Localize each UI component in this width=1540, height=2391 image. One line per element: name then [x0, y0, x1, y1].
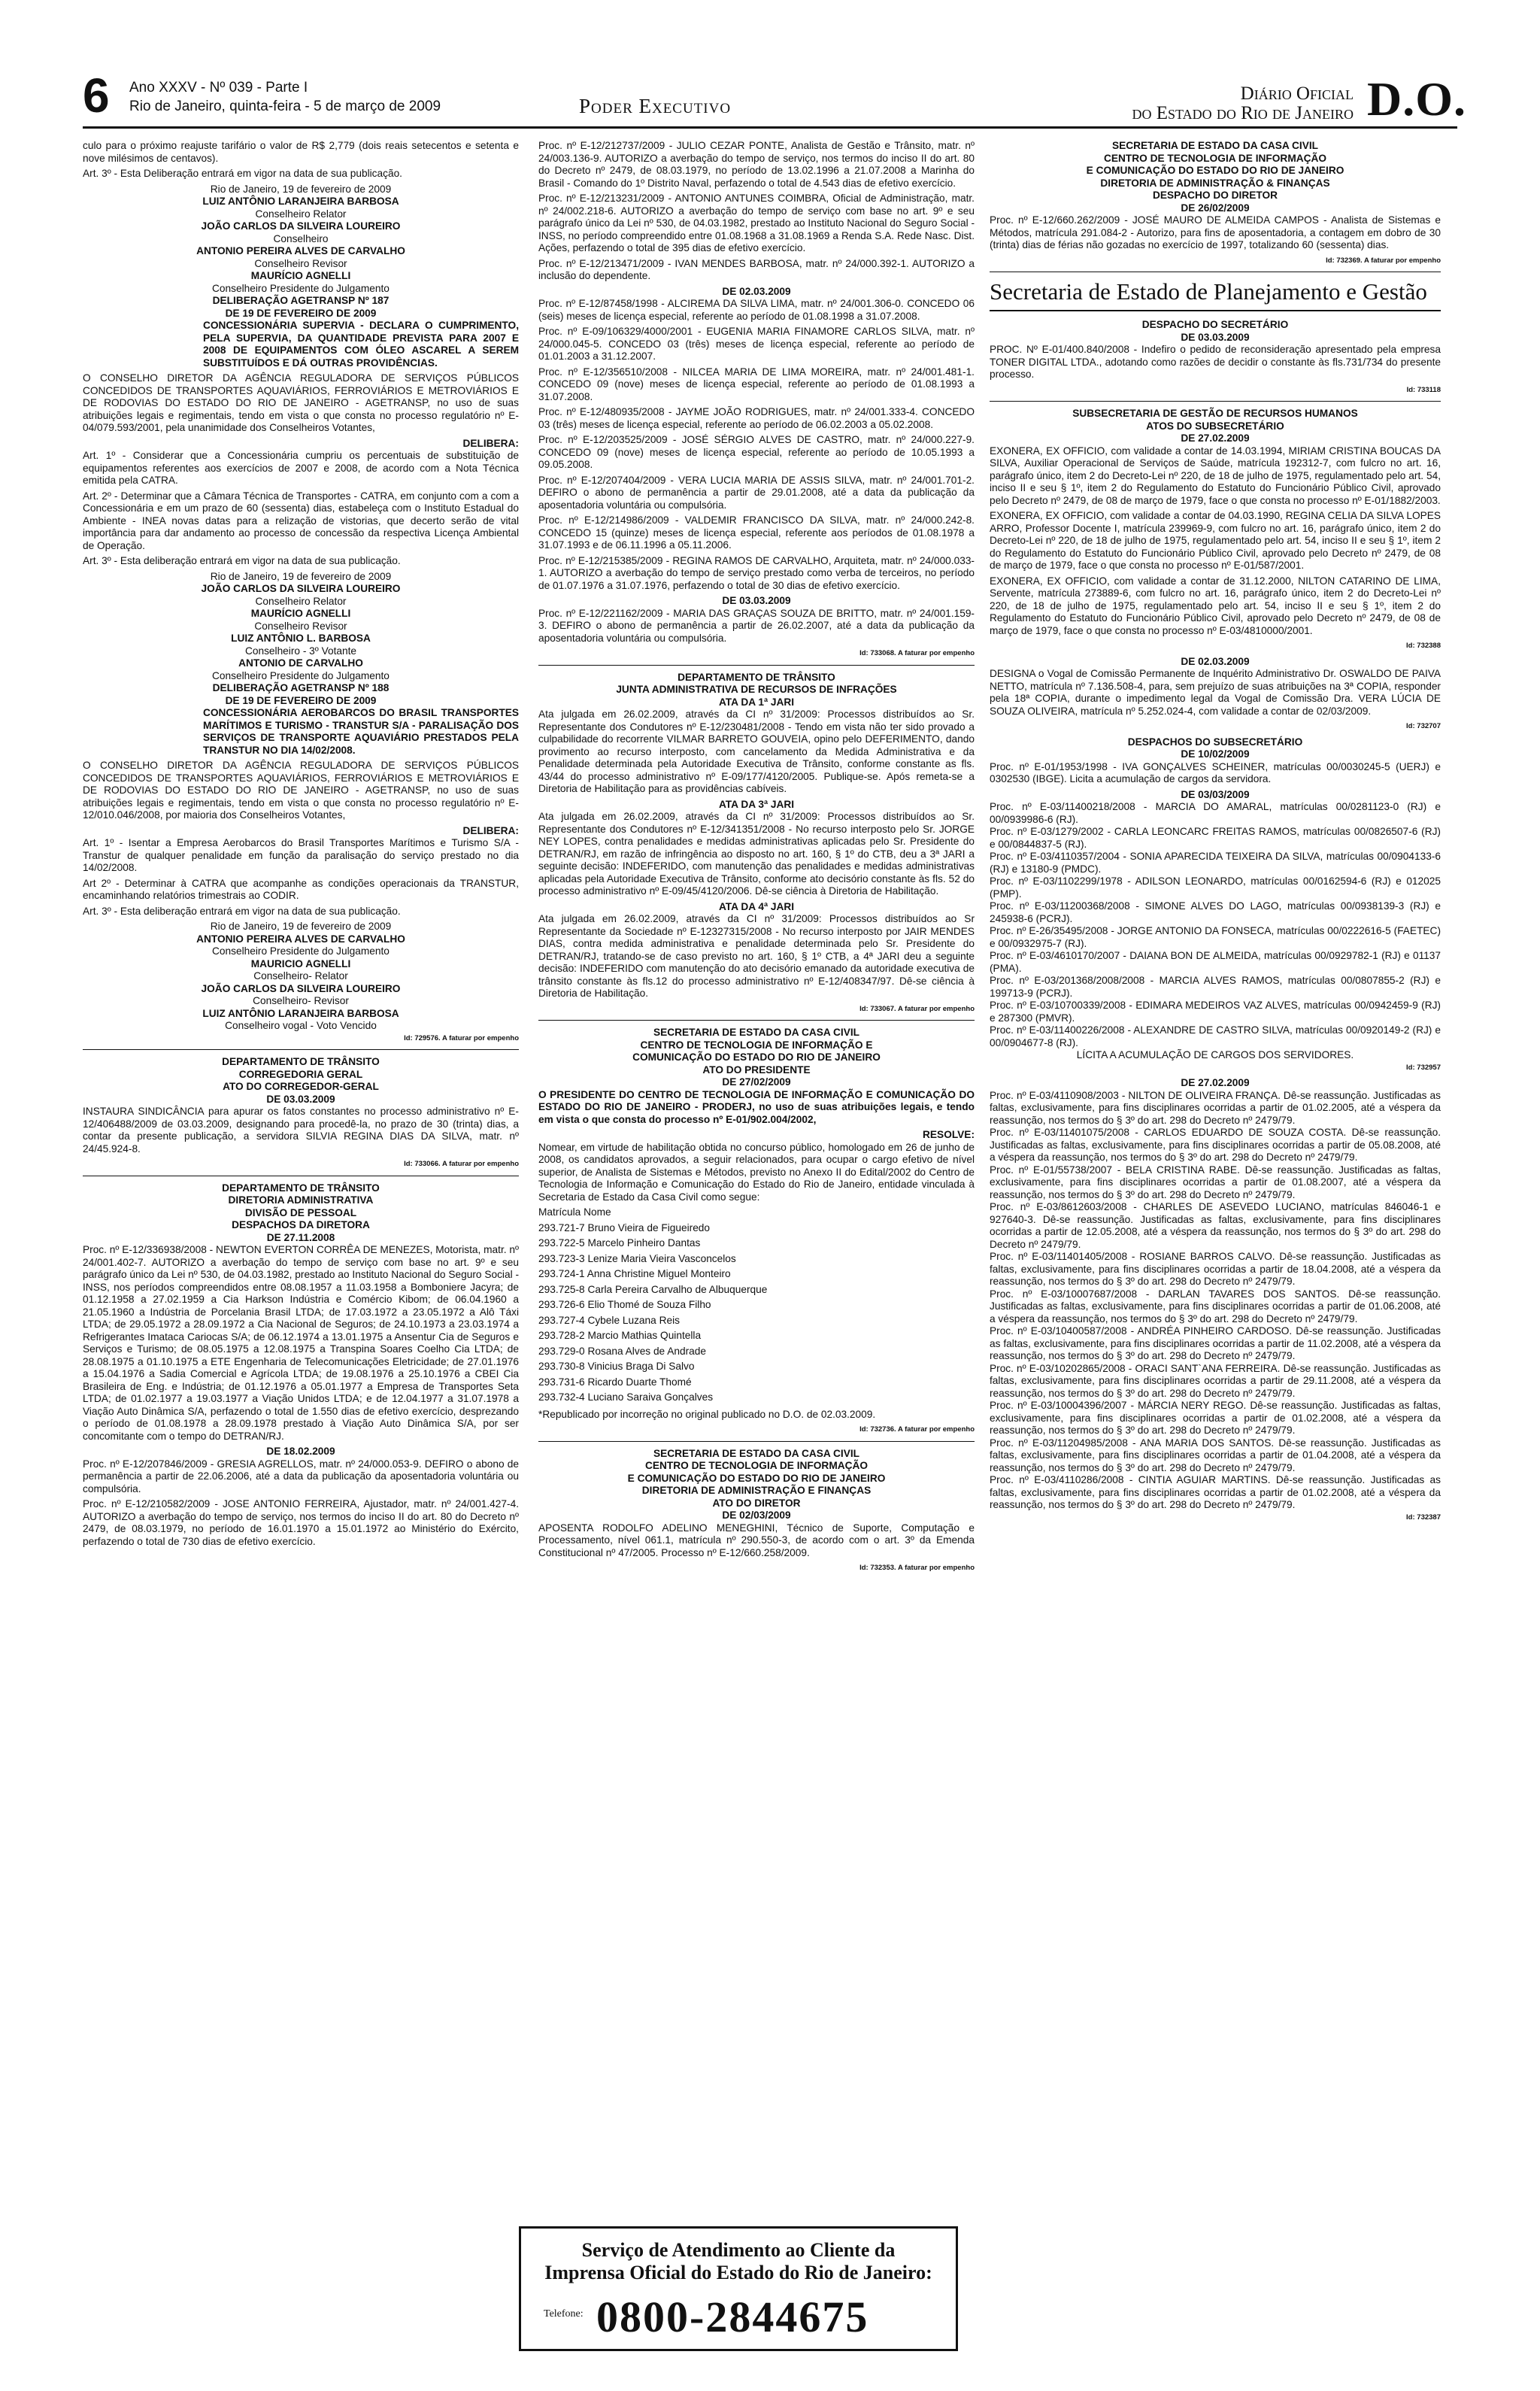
publication-id: Id: 732957 [1406, 1063, 1441, 1072]
list-item: Proc. nº E-03/4110357/2004 - SONIA APARECIDA TEIXEIRA DA SILVA, matrículas 00/0904133-6 (RJ) e 13180-9 (PMDC). [990, 851, 1441, 875]
signatory-name: ANTONIO DE CARVALHO [238, 657, 363, 669]
signatory-role: Conselheiro Presidente do Julgamento [212, 282, 390, 294]
ad-line: Serviço de Atendimento ao Cliente da [581, 2239, 896, 2261]
publication-id: Id: 733068. A faturar por empenho [859, 649, 975, 657]
org-heading: E COMUNICAÇÃO DO ESTADO DO RIO DE JANEIRO [627, 1472, 886, 1484]
paragraph: EXONERA, EX OFFICIO, com validade a contar de 14.03.1994, MIRIAM CRISTINA BOUCAS DA SILVA, Auxiliar Operacional de Serviços de Saúde, matrícula 192312-7, com fulcro no art. 16, parágrafo único, item 2 do Decreto-Lei nº 220, de 18 de julho de 1975, regulamentado pelo art. 54, inciso II e seu § 1º, item 2 do Regulamento do Estatuto do Funcionário Público Civil, aprovado pelo Decreto nº 2479, de 08 de março de 1979, face o que consta no processo nº E-01/1882/2003. [990, 445, 1441, 506]
paragraph: Ata julgada em 26.02.2009, através da CI nº 31/2009: Processos distribuídos ao Sr Representante da Sociedade nº E-12327315/2008 - No recurso interposto por JAIR MENDES DIAS, contra medida administrativa e penalidade determinada pelo Sr. Presidente do DETRAN/RJ, tratando-se de caso previsto no art. 160, § 1º CTB, a 4ª JARI deu a seguinte decisão: INDEFERIDO com manutenção do ato decisório emanado da autoridade executiva de trânsito constante às fls.12 do processo administrativo nº E-12/408347/97. Dê-se ciência à Diretoria de Habilitação. [538, 913, 975, 999]
list-item: 293.731-6 Ricardo Duarte Thomé [538, 1376, 692, 1388]
header-rule [83, 126, 1457, 129]
publication-id: Id: 732353. A faturar por empenho [859, 1564, 975, 1572]
list-item: Proc. nº E-03/10400587/2008 - ANDRÉA PINHEIRO CARDOSO. Dê-se reassunção. Justificadas as faltas, exclusivamente, para fins disciplinares ocorridas a partir de 11.02.2008, até a véspera da reassunção, nos termos do § 3º do art. 298 do Decreto nº 2479/79. [990, 1325, 1441, 1361]
page-number: 6 [83, 68, 110, 123]
list-item: Proc. nº E-03/10202865/2008 - ORACI SANT`ANA FERREIRA. Dê-se reassunção. Justificadas as faltas, exclusivamente, para fins disciplinares ocorridas a partir de 29.11.2008, até a véspera da reassunção, nos termos do § 3º do art. 298 do Decreto nº 2479/79. [990, 1362, 1441, 1399]
org-heading: E COMUNICAÇÃO DO ESTADO DO RIO DE JANEIRO [1086, 165, 1344, 176]
org-heading: DE 27/02/2009 [722, 1076, 791, 1088]
list-item: Proc. nº E-03/4110286/2008 - CINTIA AGUIAR MARTINS. Dê-se reassunção. Justificadas as faltas, exclusivamente, para fins disciplinares ocorridas a partir de 01.02.2008, até a véspera da reassunção, nos termos do § 3º do art. 298 do Decreto nº 2479/79. [990, 1474, 1441, 1510]
publication-id: Id: 732707 [1406, 722, 1441, 730]
closing-statement: LÍCITA A ACUMULAÇÃO DE CARGOS DOS SERVIDORES. [1076, 1049, 1354, 1060]
paper-name [1105, 84, 1354, 123]
publication-id: Id: 732388 [1406, 642, 1441, 650]
org-heading: COMUNICAÇÃO DO ESTADO DO RIO DE JANEIRO [632, 1051, 881, 1063]
list-item: Proc. nº E-03/4110908/2003 - NILTON DE OLIVEIRA FRANÇA. Dê-se reassunção. Justificadas as faltas, exclusivamente, para fins disciplinares ocorridas a partir de 01.02.2005, até a véspera da reassunção, nos termos do § 3º do art. 298 do Decreto nº 2479/79. [990, 1089, 1441, 1126]
publication-id: Id: 732387 [1406, 1513, 1441, 1522]
signatory-role: Conselheiro - 3º Votante [244, 645, 357, 657]
list-item: Proc. nº E-26/35495/2008 - JORGE ANTONIO DA FONSECA, matrículas 00/0222616-5 (FAETEC) e 00/0932975-7 (RJ). [990, 925, 1441, 949]
org-heading: CENTRO DE TECNOLOGIA DE INFORMAÇÃO E [640, 1039, 873, 1051]
signatory-role: Conselheiro vogal - Voto Vencido [225, 1020, 377, 1031]
paragraph: Art. 1º - Considerar que a Concessionária cumpriu os percentuais de substituição de equipamentos referentes aos exercícios de 2007 e 2008, de acordo com a Nota Técnica emitida pela CATRA. [83, 450, 519, 486]
delibera-label: DELIBERA: [462, 824, 519, 836]
paragraph: O CONSELHO DIRETOR DA AGÊNCIA REGULADORA DE SERVIÇOS PÚBLICOS CONCEDIDOS DE TRANSPORTES AQUAVIÁRIOS, FERROVIÁRIOS E METROVIÁRIOS E DE RODOVIAS DO ESTADO DO RIO DE JANEIRO - AGETRANSP, no uso de suas atribuições legais e regimentais, tendo em vista o que consta no processo regulatório nº E-04/079.593/2001, pela unanimidade dos Conselheiros Votantes, [83, 372, 519, 433]
paragraph: *Republicado por incorreção no original publicado no D.O. de 02.03.2009. [538, 1408, 876, 1420]
paragraph: Proc. nº E-12/207404/2009 - VERA LUCIA MARIA DE ASSIS SILVA, matr. nº 24/001.701-2. DEFIRO o abono de permanência a partir de 29.01.2008, até a data da publicação da aposentadoria voluntária ou compulsória. [538, 474, 975, 511]
deliberation-date: DE 19 DE FEVEREIRO DE 2009 [225, 307, 377, 319]
org-heading: CENTRO DE TECNOLOGIA DE INFORMAÇÃO [644, 1460, 869, 1471]
paragraph: Proc. nº E-09/106329/4000/2001 - EUGENIA MARIA FINAMORE CARLOS SILVA, matr. nº 24/000.045-5. CONCEDO 03 (três) meses de licença especial, referente ao período de 01.01.2003 a 31.12.2007. [538, 326, 975, 362]
list-item: Proc. nº E-03/11400226/2008 - ALEXANDRE DE CASTRO SILVA, matrículas 00/0920149-2 (RJ) e 00/0904677-8 (RJ). [990, 1024, 1441, 1048]
ad-line: Imprensa Oficial do Estado do Rio de Janeiro: [544, 2262, 932, 2283]
signatory-role: Conselheiro Relator [255, 595, 347, 607]
do-logo: D.O. [1367, 72, 1466, 126]
deliberation-date: DE 19 DE FEVEREIRO DE 2009 [225, 694, 377, 706]
paragraph: Proc. nº E-12/203525/2009 - JOSÉ SÉRGIO ALVES DE CASTRO, matr. nº 24/000.227-9. CONCEDO 09 (nove) meses de licença especial, referente ao período de 10.05.1993 a 09.05.2008. [538, 434, 975, 470]
org-heading: DE 03.03.2009 [1181, 331, 1250, 343]
paragraph: Proc. nº E-12/356510/2008 - NILCEA MARIA DE LIMA MOREIRA, matr. nº 24/001.481-1. CONCEDO 09 (nove) meses de licença especial, referente ao período de 01.08.1993 a 31.07.2008. [538, 366, 975, 402]
org-heading: SUBSECRETARIA DE GESTÃO DE RECURSOS HUMANOS [1072, 408, 1358, 419]
delibera-label: DELIBERA: [462, 437, 519, 449]
paragraph: Ata julgada em 26.02.2009, através da CI nº 31/2009: Processos distribuídos ao Sr. Representante dos Condutores nº E-12/341351/2008 - No recurso interposto pelo Sr. JORGE NEY LOPES, contra penalidades e medidas administrativas aplicadas pelo Sr. Presidente do DETRAN/RJ, em razão de infringência ao disposto no art. 160, § 1º do CTB, deu a 3ª JARI a seguinte decisão: INDEFERIDO, com manutenção das penalidades e medidas administrativas aplicadas pela Autoridade Executiva de Trânsito, conforme ato decisório constante às fls. 52 do processo administrativo nº E-09/45/4120/2006. Dê-se ciência à Diretoria de Habilitação. [538, 811, 975, 897]
org-heading: DE 27.02.2009 [1181, 432, 1250, 444]
signatory-role: Conselheiro Relator [255, 208, 347, 220]
list-item: Proc. nº E-03/11401405/2008 - ROSIANE BARROS CALVO. Dê-se reassunção. Justificadas as faltas, exclusivamente, para fins disciplinares ocorridas a partir de 18.04.2008, até a véspera da reassunção, nos termos do § 3º do art. 298 do Decreto nº 2479/79. [990, 1251, 1441, 1287]
list-item: Proc. nº E-01/55738/2007 - BELA CRISTINA RABE. Dê-se reassunção. Justificadas as faltas, exclusivamente, para fins disciplinares ocorridas a partir de 01.08.2007, até a véspera da reassunção, nos termos do § 3º do art. 298 do Decreto nº 2479/79. [990, 1164, 1441, 1200]
org-heading: DE 26/02/2009 [1181, 202, 1250, 214]
list-item: Proc. nº E-03/8612603/2008 - CHARLES DE ASEVEDO LUCIANO, matrículas 846046-1 e 927640-3. Dê-se reassunção. Justificadas as faltas, exclusivamente, para fins disciplinares ocorridas a partir de 12.05.2008, até a véspera da reassunção, nos termos do § 3º do art. 298 do Decreto nº 2479/79. [990, 1201, 1441, 1250]
org-heading: DIRETORIA DE ADMINISTRAÇÃO E FINANÇAS [641, 1485, 872, 1496]
org-heading: DESPACHO DO DIRETOR [1152, 190, 1278, 201]
list-item: Proc. nº E-03/11400218/2008 - MARCIA DO AMARAL, matrículas 00/0281123-0 (RJ) e 00/0939986-6 (RJ). [990, 801, 1441, 825]
signatory-role: Conselheiro Presidente do Julgamento [212, 669, 390, 681]
org-heading: ATO DO PRESIDENTE [702, 1064, 811, 1076]
phone-number: 0800-2844675 [596, 2292, 869, 2341]
paragraph: culo para o próximo reajuste tarifário o valor de R$ 2,779 (dois reais setecentos e setenta e nove milésimos de centavos). [83, 140, 519, 164]
org-heading: ATA DA 3ª JARI [718, 798, 795, 810]
signatory-name: MAURICIO AGNELLI [250, 957, 351, 969]
column-1 [83, 140, 519, 2374]
paragraph: Art. 3º - Esta Deliberação entrará em vigor na data de sua publicação. [83, 168, 402, 179]
paragraph: Proc. nº E-01/1953/1998 - IVA GONÇALVES SCHEINER, matrículas 00/0030245-5 (UERJ) e 0302530 (IBGE). Licita a acumulação de cargos da servidora. [990, 760, 1441, 784]
paragraph: Proc. nº E-12/207846/2009 - GRESIA AGRELLOS, matr. nº 24/000.053-9. DEFIRO o abono de permanência a partir de 22.06.2006, até a data da publicação da aposentadoria voluntária ou compulsória. [83, 1458, 519, 1494]
signatory-name: JOÃO CARLOS DA SILVEIRA LOUREIRO [201, 220, 401, 232]
list-item: 293.729-0 Rosana Alves de Andrade [538, 1345, 706, 1357]
org-heading: DESPACHOS DA DIRETORA [232, 1219, 370, 1230]
paragraph: Proc. nº E-12/214986/2009 - VALDEMIR FRANCISCO DA SILVA, matr. nº 24/000.242-8. CONCEDO 15 (quinze) meses de licença especial, referente aos períodos de 01.08.1978 a 31.07.1993 e de 06.11.1996 a 05.11.2006. [538, 514, 975, 551]
paragraph: Proc. nº E-12/213231/2009 - ANTONIO ANTUNES COIMBRA, Oficial de Administração, matr. nº 24/002.218-6. AUTORIZO a averbação do tempo de serviço com base no art. 9º e seu parágrafo único da Lei nº 530, de 04.03.1982, prestado ao Instituto Nacional do Seguro Social - INSS, no período compreendido entre 01.08.1968 a 31.08.1969 a Renda S.A. Rede Nasc. Dist. Ações, perfazendo o total de 395 dias de efetivo exercício. [538, 193, 975, 253]
paragraph: Proc. nº E-12/336938/2008 - NEWTON EVERTON CORRÊA DE MENEZES, Motorista, matr. nº 24/001.402-7. AUTORIZO a averbação do tempo de serviço com base no art. 9º e seu parágrafo único da Lei nº 530, de 04.03.1982, prestado ao Instituto Nacional do Seguro Social - INSS, nos períodos compreendidos entre 08.08.1957 a 11.03.1958 a Bomboniere Jacyra; de 01.12.1958 a 27.02.1959 a Cia Harkson Indústria e Comércio Kibom; de 06.04.1960 a 21.05.1960 a Indústria de Porcelania Brasil LTDA; de 17.03.1972 a 23.05.1972 a Alô Táxi LTDA; de 29.05.1972 a 28.09.1972 a Cia Nacional de Seguros; de 24.10.1973 a 23.03.1974 a Refrigerantes Imataca Cariocas S/A; de 06.12.1974 a 13.01.1975 a Ansentur Cia de Seguros e Serviços e Turismo; de 08.05.1975 a 12.08.1975 a Transpina Soares Coelho Cia LTDA; de 28.08.1975 a 01.10.1975 a ETE Engenharia de Telecomunicações Eletricidade; de 27.01.1976 a 15.04.1976 a Sadia Comercial e Agrícola LTDA; de 19.08.1976 a 25.10.1976 a CBEI Cia Brasileira de Eng. e Indústria; de 01.12.1976 a 05.01.1977 a Empresa de Transportes Seta LTDA; de 01.02.1977 a 19.03.1977 a Viação Unidos LTDA; e de 12.04.1977 a 31.07.1978 a Viação Auto Dinâmica S/A, perfazendo o total de 1.550 dias de efetivo exercício, desprezando o período de 01.08.1978 a 28.09.1978 prestado à Viação Auto Dinâmica S/A, por ser concomitante com o tempo do DETRAN/RJ. [83, 1244, 519, 1442]
list-item: 293.721-7 Bruno Vieira de Figueiredo [538, 1221, 711, 1233]
org-heading: ATO DO CORREGEDOR-GERAL [223, 1081, 379, 1092]
section-divider [83, 1049, 519, 1050]
org-heading: DEPARTAMENTO DE TRÂNSITO [222, 1182, 380, 1194]
date-line: Rio de Janeiro, quinta-feira - 5 de março de 2009 [129, 99, 441, 114]
paragraph: EXONERA, EX OFFICIO, com validade a contar de 31.12.2000, NILTON CATARINO DE LIMA, Servente, matrícula 273889-6, com fulcro no art. 16, parágrafo único, item 2 do Decreto-Lei nº 220, de 18 de julho de 1975, regulamentado pelo art. 54, inciso II e seu § 1º, item 2 do Regulamento do Estatuto do Funcionário Público Civil, aprovado pelo Decreto nº 2479, de 08 de março de 1979, face o que consta no processo nº E-03/4810000/2001. [990, 575, 1441, 636]
list-item: Proc. nº E-03/4610170/2007 - DAIANA BON DE ALMEIDA, matrículas 00/0929782-1 (RJ) e 01137 (PMA). [990, 950, 1441, 974]
publication-id: Id: 733066. A faturar por empenho [404, 1160, 519, 1168]
customer-service-ad [519, 2226, 958, 2351]
paragraph: O CONSELHO DIRETOR DA AGÊNCIA REGULADORA DE SERVIÇOS PÚBLICOS CONCEDIDOS DE TRANSPORTES AQUAVIÁRIOS, FERROVIÁRIOS E METROVIÁRIOS E DE RODOVIAS DO ESTADO DO RIO DE JANEIRO - AGETRANSP, no uso de suas atribuições legais e regimentais, tendo em vista o que consta no processo regulatório nº E-12/010.046/2008, por maioria dos Conselheiros Votantes, [83, 760, 519, 821]
paragraph: Art 2º - Determinar à CATRA que acompanhe as condições operacionais da TRANSTUR, encaminhando relatórios trimestrais ao CODIR. [83, 877, 519, 901]
edition-line: Ano XXXV - Nº 039 - Parte I [129, 80, 308, 96]
signatory-name: MAURÍCIO AGNELLI [250, 270, 351, 281]
org-heading: CORREGEDORIA GERAL [238, 1068, 363, 1080]
date-heading: DE 03.03.2009 [722, 595, 791, 606]
paragraph: PROC. Nº E-01/400.840/2008 - Indefiro o pedido de reconsideração apresentado pela empresa TONER DIGITAL LTDA., adotando como razões de decidir o constante às fls.731/734 do presente processo. [990, 344, 1441, 380]
paragraph: Proc. nº E-12/212737/2009 - JULIO CEZAR PONTE, Analista de Gestão e Trânsito, matr. nº 24/003.136-9. AUTORIZO a averbação do tempo de serviço, nos termos do inciso II do art. 80 do Decreto nº 2479, de 08.03.1979, no período de 13.02.1996 a 21.07.2008 a Marinha do Brasil - Comando do 1º Distrito Naval, perfazendo o total de 4.543 dias de efetivo exercício. [538, 140, 975, 189]
publication-id: Id: 733067. A faturar por empenho [859, 1004, 975, 1013]
signatory-name: ANTONIO PEREIRA ALVES DE CARVALHO [196, 933, 405, 945]
paragraph: Art. 3º - Esta deliberação entrará em vigor na data de sua publicação. [83, 905, 401, 917]
signatory-role: Conselheiro Revisor [254, 257, 347, 269]
paragraph: Art. 2º - Determinar que a Câmara Técnica de Transportes - CATRA, em conjunto com a com a Concessionária e em um prazo de 60 (sessenta) dias, estabeleça com o Instituto Estadual do Ambiente - INEA novas datas para a relização de vistorias, que decerto serão de vital importância para dar andamento ao processo de concessão da respectiva Licença Ambiental de Operação. [83, 490, 519, 551]
date-line: Rio de Janeiro, 19 de fevereiro de 2009 [210, 183, 392, 195]
org-heading: SECRETARIA DE ESTADO DA CASA CIVIL [653, 1027, 859, 1038]
ementa: CONCESSIONÁRIA AEROBARCOS DO BRASIL TRANSPORTES MARÍTIMOS E TURISMO - TRANSTUR S/A - PARALISAÇÃO DOS SERVIÇOS DE TRANSPORTE AQUAVIÁRIO PRESTADOS PELA TRANSTUR NO DIA 14/02/2008. [203, 707, 519, 756]
org-heading: ATA DA 4ª JARI [718, 900, 795, 912]
list-item: Proc. nº E-03/201368/2008/2008 - MARCIA ALVES RAMOS, matrículas 00/0807855-2 (RJ) e 199713-9 (PCRJ). [990, 975, 1441, 999]
org-heading: SECRETARIA DE ESTADO DA CASA CIVIL [1111, 140, 1318, 151]
org-heading: ATO DO DIRETOR [712, 1497, 801, 1509]
signatory-role: Conselheiro Revisor [254, 620, 347, 632]
date-line: Rio de Janeiro, 19 de fevereiro de 2009 [210, 921, 392, 932]
section-divider [990, 401, 1441, 402]
list-item: 293.727-4 Cybele Luzana Reis [538, 1314, 680, 1326]
edition-info [129, 78, 441, 116]
appointee-list [538, 1222, 975, 1404]
paragraph: INSTAURA SINDICÂNCIA para apurar os fatos constantes no processo administrativo nº E-12/406488/2009 de 03.03.2009, designando para procedê-la, no prazo de 30 (trinta) dias, a contar da presente publicação, a servidora SILVIA REGINA DIAS DA SILVA, matr. nº 24/45.924-8. [83, 1106, 519, 1155]
org-heading: DESPACHO DO SECRETÁRIO [1141, 319, 1289, 330]
org-heading: DE 02/03/2009 [722, 1510, 791, 1521]
signatory-name: JOÃO CARLOS DA SILVEIRA LOUREIRO [201, 583, 401, 594]
list-item: 293.723-3 Lenize Maria Vieira Vasconcelos [538, 1252, 736, 1264]
signatory-role: Conselheiro [273, 232, 329, 244]
org-heading: DEPARTAMENTO DE TRÂNSITO [222, 1056, 380, 1067]
list-item: 293.722-5 Marcelo Pinheiro Dantas [538, 1237, 701, 1249]
list-item: Proc. nº E-03/10007687/2008 - DARLAN TAVARES DOS SANTOS. Dê-se reassunção. Justificadas as faltas, exclusivamente, para fins disciplinares ocorridas a partir de 01.06.2008, até a véspera da reassunção, nos termos do § 3º do art. 298 do Decreto nº 2479/79. [990, 1288, 1441, 1324]
list-item: Proc. nº E-03/11204985/2008 - ANA MARIA DOS SANTOS. Dê-se reassunção. Justificadas as faltas, exclusivamente, para fins disciplinares ocorridas a partir de 01.04.2008, até a véspera da reassunção, nos termos do § 3º do art. 298 do Decreto nº 2479/79. [990, 1437, 1441, 1473]
paragraph: DESIGNA o Vogal de Comissão Permanente de Inquérito Administrativo Dr. OSWALDO DE PAIVA NETTO, matrícula nº 7.136.508-4, para, sem prejuízo de suas atribuições na 3ª COPIA, responder pela 18ª COPIA, durante o impedimento legal da Vogal de Comissão Dra. VERA LÚCIA DE SOUZA OLIVEIRA, matrícula nº 5.252.024-4, com validade a contar de 02/03/2009. [990, 668, 1441, 717]
paragraph: Nomear, em virtude de habilitação obtida no concurso público, homologado em 26 de junho de 2008, os candidatos aprovados, a seguir relacionados, para ocupar o cargo efetivo de nível superior, de Analista de Sistemas e Métodos, previsto no Anexo II do Edital/2002 do Centro de Tecnologia de Informação e Comunicação do Estado do Rio de Janeiro, entidade vinculada à Secretaria de Estado da Casa Civil como segue: [538, 1141, 975, 1203]
signatory-role: Conselheiro- Revisor [253, 995, 349, 1006]
page-header [83, 68, 1466, 126]
list-item: Proc. nº E-03/11200368/2008 - SIMONE ALVES DO LAGO, matrículas 00/0938139-3 (RJ) e 245938-6 (PCRJ). [990, 900, 1441, 924]
paragraph: Proc. nº E-12/660.262/2009 - JOSÉ MAURO DE ALMEIDA CAMPOS - Analista de Sistemas e Métodos, matrícula 291.084-2 - Autorizo, para fins de aposentadoria, a contagem em dobro de 30 (trinta) dias de férias não gozadas no exercício de 1997, totalizando 60 (sessenta) dias. [990, 214, 1441, 250]
paragraph: Proc. nº E-12/213471/2009 - IVAN MENDES BARBOSA, matr. nº 24/000.392-1. AUTORIZO a inclusão do dependente. [538, 257, 975, 281]
org-heading: ATA DA 1ª JARI [718, 696, 795, 708]
signatory-name: JOÃO CARLOS DA SILVEIRA LOUREIRO [201, 982, 401, 994]
org-heading: SECRETARIA DE ESTADO DA CASA CIVIL [653, 1447, 859, 1459]
org-heading: DIVISÃO DE PESSOAL [244, 1206, 357, 1218]
date-heading: DE 18.02.2009 [266, 1446, 335, 1457]
signatory-name: LUIZ ANTÔNIO LARANJEIRA BARBOSA [202, 196, 399, 207]
paragraph: APOSENTA RODOLFO ADELINO MENEGHINI, Técnico de Suporte, Computação e Processamento, nível 061.1, matrícula nº 290.550-3, de acordo com o art. 3º da Emenda Constitucional nº 47/2005. Processo nº E-12/660.258/2009. [538, 1522, 975, 1558]
paragraph: Proc. nº E-12/480935/2008 - JAYME JOÃO RODRIGUES, matr. nº 24/001.333-4. CONCEDO 03 (três) meses de licença especial, referente ao período de 06.02.2003 a 05.02.2008. [538, 406, 975, 430]
secretariat-title: Secretaria de Estado de Planejamento e Gestão [990, 278, 1441, 311]
list-item: 293.725-8 Carla Pereira Carvalho de Albuquerque [538, 1283, 768, 1295]
date-heading: DE 02.03.2009 [722, 285, 791, 297]
signatory-name: ANTONIO PEREIRA ALVES DE CARVALHO [196, 245, 405, 256]
list-item: 293.726-6 Elio Thomé de Souza Filho [538, 1299, 711, 1310]
paper-name-line2: do Estado do Rio de Janeiro [1132, 103, 1354, 123]
org-heading: DE 03.03.2009 [266, 1093, 335, 1105]
list-item: Proc. nº E-03/10004396/2007 - MÁRCIA NERY REGO. Dê-se reassunção. Justificadas as faltas, exclusivamente, para fins disciplinares ocorridas a partir de 01.02.2008, até a véspera da reassunção, nos termos do § 3º do art. 298 do Decreto nº 2479/79. [990, 1400, 1441, 1436]
list-item: Proc. nº E-03/1279/2002 - CARLA LEONCARC FREITAS RAMOS, matrículas 00/0826507-6 (RJ) e 00/0844837-5 (RJ). [990, 826, 1441, 850]
list-item: Proc. nº E-03/11401075/2008 - CARLOS EDUARDO DE SOUZA COSTA. Dê-se reassunção. Justificadas as faltas, exclusivamente, para fins disciplinares ocorridas a partir de 05.08.2008, até a véspera da reassunção, nos termos do § 3º do art. 298 do Decreto nº 2479/79. [990, 1127, 1441, 1163]
list-item: 293.730-8 Vinicius Braga Di Salvo [538, 1361, 695, 1372]
org-heading: DE 27.11.2008 [266, 1231, 335, 1243]
list-item: 293.728-2 Marcio Mathias Quintella [538, 1330, 702, 1341]
list-item: 293.732-4 Luciano Saraiva Gonçalves [538, 1391, 714, 1403]
date-heading: DE 10/02/2009 [1181, 748, 1250, 760]
date-heading: DE 02.03.2009 [1181, 655, 1250, 667]
list-item: 293.724-1 Anna Christine Miguel Monteiro [538, 1268, 731, 1279]
paragraph: Proc. nº E-12/215385/2009 - REGINA RAMOS DE CARVALHO, Arquiteta, matr. nº 24/000.033-1. AUTORIZO a averbação do tempo de serviço prestado como verba de terceiros, no período de 01.07.1976 a 31.07.1976, perfazendo o total de 30 dias de efetivo exercício. [538, 554, 975, 591]
list-item: Proc. nº E-03/10700339/2008 - EDIMARA MEDEIROS VAZ ALVES, matrículas 00/0942459-9 (RJ) e 287300 (PMVR). [990, 1000, 1441, 1024]
paragraph: Proc. nº E-12/87458/1998 - ALCIREMA DA SILVA LIMA, matr. nº 24/001.306-0. CONCEDO 06 (seis) meses de licença especial, referente ao período de 01.08.1998 a 31.07.2008. [538, 298, 975, 322]
list-header: Matrícula Nome [538, 1206, 611, 1218]
reassumption-list [990, 1090, 1441, 1512]
list-item: Proc. nº E-03/1102299/1978 - ADILSON LEONARDO, matrículas 00/0162594-6 (RJ) e 012025 (PMP). [990, 875, 1441, 900]
publication-id: Id: 732369. A faturar por empenho [1326, 256, 1441, 265]
signatory-role: Conselheiro- Relator [253, 970, 348, 982]
paragraph: Proc. nº E-12/221162/2009 - MARIA DAS GRAÇAS SOUZA DE BRITTO, matr. nº 24/001.159-3. DEFIRO o abono de permanência a partir de 26.02.2007, até a data da publicação da aposentadoria voluntária ou compulsória. [538, 607, 975, 644]
section-divider [538, 665, 975, 666]
date-line: Rio de Janeiro, 19 de fevereiro de 2009 [210, 570, 392, 582]
org-heading: ATOS DO SUBSECRETÁRIO [1146, 420, 1284, 432]
deliberation-title: DELIBERAÇÃO AGETRANSP Nº 187 [212, 295, 390, 306]
signatory-name: MAURÍCIO AGNELLI [250, 608, 351, 619]
section-divider [538, 1020, 975, 1021]
org-heading: DIRETORIA ADMINISTRATIVA [228, 1194, 374, 1206]
paragraph: Ata julgada em 26.02.2009, através da CI nº 31/2009: Processos distribuídos ao Sr. Representante dos Condutores nº E-12/230481/2008 - Tendo em vista não ter sido provado a culpabilidade do recorrente VILMAR BARRETO GOUVEIA, opino pelo DEFERIMENTO, dando provimento ao recurso interposto, com cancelamento da Medida Administrativa e da Penalidade determinada pela Autoridade Executiva de Trânsito, conforme constante as fls. 43/44 do processo administrativo nº E-09/177/4120/2005. Publique-se. Após remeta-se a Diretoria de Habilitação para as providências cabíveis. [538, 709, 975, 794]
ementa: CONCESSIONÁRIA SUPERVIA - DECLARA O CUMPRIMENTO, PELA SUPERVIA, DA QUANTIDADE PREVISTA PARA 2007 E 2008 DE EQUIPAMENTOS COM ÓLEO ASCAREL A SEREM SUBSTITUÍDOS E DÁ OUTRAS PROVIDÊNCIAS. [203, 320, 519, 369]
accumulation-list [990, 801, 1441, 1049]
date-heading: DE 27.02.2009 [1181, 1077, 1250, 1088]
column-3 [990, 140, 1441, 2374]
signatory-name: LUIZ ANTÔNIO L. BARBOSA [231, 633, 371, 644]
org-heading: JUNTA ADMINISTRATIVA DE RECURSOS DE INFRAÇÕES [616, 684, 897, 695]
resolve-label: RESOLVE: [923, 1129, 975, 1140]
org-heading: DEPARTAMENTO DE TRÂNSITO [678, 671, 835, 683]
org-heading: DESPACHOS DO SUBSECRETÁRIO [1127, 736, 1303, 748]
section-divider [538, 1441, 975, 1442]
column-2 [538, 140, 975, 2216]
paper-name-line1: Diário Oficial [1240, 83, 1354, 104]
publication-id: Id: 733118 [1406, 385, 1441, 394]
section-name: Poder Executivo [579, 95, 732, 117]
date-heading: DE 03/03/2009 [1181, 788, 1250, 800]
paragraph: Proc. nº E-12/210582/2009 - JOSE ANTONIO FERREIRA, Ajustador, matr. nº 24/001.427-4. AUTORIZO a averbação do tempo de serviço, nos termos do inciso II do art. 80 do Decreto nº 2479, de 08.03.1979, no período de 16.01.1970 a 15.01.1972 ao Ministério do Exército, perfazendo o total de 730 dias de efetivo exercício. [83, 1498, 519, 1547]
paragraph: Art. 3º - Esta deliberação entrará em vigor na data de sua publicação. [83, 555, 401, 566]
signatory-name: LUIZ ANTÔNIO LARANJEIRA BARBOSA [202, 1007, 399, 1019]
deliberation-title: DELIBERAÇÃO AGETRANSP Nº 188 [212, 682, 390, 693]
org-heading: DIRETORIA DE ADMINISTRAÇÃO & FINANÇAS [1100, 177, 1330, 189]
paragraph: Art. 1º - Isentar a Empresa Aerobarcos do Brasil Transportes Marítimos e Turismo S/A - Transtur de qualquer penalidade em função da paralisação do serviço prestado no dia 14/02/2008. [83, 837, 519, 873]
org-heading: CENTRO DE TECNOLOGIA DE INFORMAÇÃO [1103, 152, 1327, 164]
paragraph: EXONERA, EX OFFICIO, com validade a contar de 04.03.1990, REGINA CELIA DA SILVA LOPES ARRO, Professor Docente I, matrícula 239969-9, com fulcro no art. 16, parágrafo único, item 2 do Decreto-Lei nº 220, de 18 de julho de 1975, regulamentado pelo art. 54, inciso II e seu § 1º, item 2 do Regulamento do Estatuto do Funcionário Público Civil, aprovado pelo Decreto nº 2479, de 08 de março de 1979, face o que consta no processo nº E-01/587/2001. [990, 510, 1441, 571]
publication-id: Id: 732736. A faturar por empenho [859, 1425, 975, 1434]
phone-label: Telefone: [544, 2308, 584, 2320]
paragraph: O PRESIDENTE DO CENTRO DE TECNOLOGIA DE INFORMAÇÃO E COMUNICAÇÃO DO ESTADO DO RIO DE JANEIRO - PRODERJ, no uso de suas atribuições legais, e tendo em vista o que consta do processo nº E-01/902.004/2002, [538, 1088, 975, 1125]
signatory-role: Conselheiro Presidente do Julgamento [212, 945, 390, 957]
publication-id: Id: 729576. A faturar por empenho [404, 1033, 519, 1042]
